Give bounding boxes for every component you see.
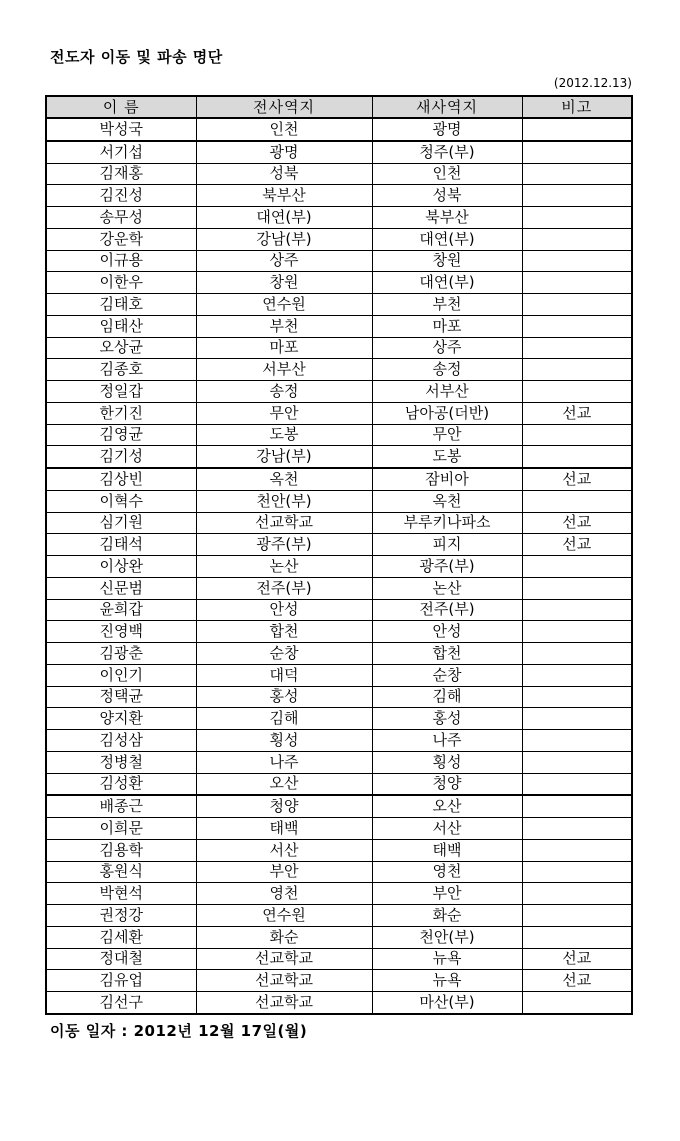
cell-name: 권정강 [46, 905, 196, 927]
table-row [46, 250, 632, 272]
cell-new-post: 서산 [372, 818, 522, 840]
cell-new-post: 피지 [372, 534, 522, 556]
cell-name: 임태산 [46, 315, 196, 337]
cell-previous-post: 대연(부) [196, 207, 372, 229]
cell-previous-post: 서산 [196, 839, 372, 861]
table-row [46, 664, 632, 686]
cell-name: 심기원 [46, 512, 196, 534]
table-row [46, 163, 632, 185]
cell-name: 이규용 [46, 250, 196, 272]
table-row [46, 272, 632, 294]
header-previous-post: 전사역지 [196, 96, 372, 118]
cell-new-post: 옥천 [372, 490, 522, 512]
cell-remarks [522, 686, 632, 708]
cell-new-post: 북부산 [372, 207, 522, 229]
cell-new-post: 청주(부) [372, 141, 522, 163]
cell-new-post: 안성 [372, 621, 522, 643]
cell-new-post: 김해 [372, 686, 522, 708]
cell-previous-post: 부천 [196, 315, 372, 337]
cell-new-post: 태백 [372, 839, 522, 861]
cell-remarks [522, 599, 632, 621]
cell-previous-post: 상주 [196, 250, 372, 272]
cell-name: 김선구 [46, 992, 196, 1014]
cell-remarks [522, 992, 632, 1014]
cell-new-post: 뉴욕 [372, 970, 522, 992]
cell-previous-post: 전주(부) [196, 577, 372, 599]
cell-name: 김성삼 [46, 730, 196, 752]
cell-remarks [522, 490, 632, 512]
table-row [46, 751, 632, 773]
table-row [46, 905, 632, 927]
cell-previous-post: 대덕 [196, 664, 372, 686]
cell-new-post: 서부산 [372, 381, 522, 403]
cell-remarks [522, 424, 632, 446]
cell-new-post: 마산(부) [372, 992, 522, 1014]
cell-new-post: 성북 [372, 185, 522, 207]
cell-name: 정일갑 [46, 381, 196, 403]
cell-new-post: 광명 [372, 118, 522, 141]
cell-name: 김종호 [46, 359, 196, 381]
cell-new-post: 마포 [372, 315, 522, 337]
cell-new-post: 대연(부) [372, 272, 522, 294]
table-row [46, 337, 632, 359]
cell-previous-post: 연수원 [196, 905, 372, 927]
cell-new-post: 합천 [372, 643, 522, 665]
table-row [46, 795, 632, 817]
cell-previous-post: 선교학교 [196, 992, 372, 1014]
cell-remarks [522, 664, 632, 686]
cell-new-post: 순창 [372, 664, 522, 686]
cell-name: 김유업 [46, 970, 196, 992]
cell-name: 정병철 [46, 751, 196, 773]
cell-remarks: 선교 [522, 970, 632, 992]
cell-new-post: 무안 [372, 424, 522, 446]
cell-name: 이한우 [46, 272, 196, 294]
cell-new-post: 홍성 [372, 708, 522, 730]
cell-previous-post: 선교학교 [196, 948, 372, 970]
cell-name: 한기진 [46, 402, 196, 424]
cell-new-post: 남아공(더반) [372, 402, 522, 424]
table-row [46, 490, 632, 512]
cell-remarks [522, 861, 632, 883]
cell-remarks [522, 643, 632, 665]
cell-previous-post: 송정 [196, 381, 372, 403]
cell-previous-post: 광명 [196, 141, 372, 163]
cell-remarks [522, 839, 632, 861]
cell-previous-post: 태백 [196, 818, 372, 840]
header-name: 이 름 [46, 96, 196, 118]
cell-new-post: 도봉 [372, 446, 522, 468]
cell-remarks [522, 818, 632, 840]
cell-name: 오상균 [46, 337, 196, 359]
cell-remarks: 선교 [522, 534, 632, 556]
cell-new-post: 전주(부) [372, 599, 522, 621]
table-row [46, 948, 632, 970]
table-row [46, 446, 632, 468]
transfer-date-footer: 이동 일자 : 2012년 12월 17일(월) [50, 1022, 308, 1040]
cell-name: 정대철 [46, 948, 196, 970]
cell-previous-post: 연수원 [196, 294, 372, 316]
cell-name: 신문범 [46, 577, 196, 599]
cell-previous-post: 영천 [196, 883, 372, 905]
cell-remarks: 선교 [522, 512, 632, 534]
cell-remarks [522, 795, 632, 817]
cell-new-post: 영천 [372, 861, 522, 883]
cell-previous-post: 부안 [196, 861, 372, 883]
table-row [46, 381, 632, 403]
cell-name: 이상완 [46, 556, 196, 578]
cell-new-post: 청양 [372, 773, 522, 795]
cell-previous-post: 마포 [196, 337, 372, 359]
table-row [46, 556, 632, 578]
cell-previous-post: 서부산 [196, 359, 372, 381]
roster-table [45, 95, 633, 1015]
cell-name: 박현석 [46, 883, 196, 905]
cell-name: 김태호 [46, 294, 196, 316]
cell-remarks: 선교 [522, 948, 632, 970]
table-row [46, 708, 632, 730]
cell-new-post: 인천 [372, 163, 522, 185]
cell-name: 김영균 [46, 424, 196, 446]
table-row [46, 402, 632, 424]
table-row [46, 315, 632, 337]
table-row [46, 839, 632, 861]
cell-remarks [522, 185, 632, 207]
cell-remarks [522, 141, 632, 163]
cell-remarks [522, 272, 632, 294]
cell-new-post: 잠비아 [372, 468, 522, 490]
cell-previous-post: 안성 [196, 599, 372, 621]
cell-remarks [522, 250, 632, 272]
cell-previous-post: 천안(부) [196, 490, 372, 512]
cell-new-post: 부천 [372, 294, 522, 316]
cell-new-post: 나주 [372, 730, 522, 752]
cell-new-post: 송정 [372, 359, 522, 381]
table-row [46, 512, 632, 534]
cell-name: 이인기 [46, 664, 196, 686]
cell-previous-post: 청양 [196, 795, 372, 817]
cell-name: 정택균 [46, 686, 196, 708]
cell-previous-post: 김해 [196, 708, 372, 730]
table-row [46, 359, 632, 381]
cell-remarks [522, 905, 632, 927]
table-row [46, 926, 632, 948]
cell-previous-post: 광주(부) [196, 534, 372, 556]
table-row [46, 118, 632, 141]
cell-previous-post: 옥천 [196, 468, 372, 490]
cell-name: 박성국 [46, 118, 196, 141]
cell-name: 김재홍 [46, 163, 196, 185]
cell-remarks [522, 359, 632, 381]
cell-new-post: 오산 [372, 795, 522, 817]
cell-name: 김상빈 [46, 468, 196, 490]
cell-remarks [522, 577, 632, 599]
table-row [46, 992, 632, 1014]
cell-new-post: 광주(부) [372, 556, 522, 578]
cell-name: 배종근 [46, 795, 196, 817]
cell-remarks [522, 381, 632, 403]
cell-new-post: 천안(부) [372, 926, 522, 948]
cell-previous-post: 인천 [196, 118, 372, 141]
cell-previous-post: 도봉 [196, 424, 372, 446]
cell-previous-post: 선교학교 [196, 512, 372, 534]
cell-remarks [522, 118, 632, 141]
cell-previous-post: 선교학교 [196, 970, 372, 992]
cell-name: 김진성 [46, 185, 196, 207]
cell-remarks [522, 730, 632, 752]
cell-name: 진영백 [46, 621, 196, 643]
cell-previous-post: 성북 [196, 163, 372, 185]
table-row [46, 424, 632, 446]
cell-name: 김태석 [46, 534, 196, 556]
cell-remarks [522, 337, 632, 359]
cell-new-post: 논산 [372, 577, 522, 599]
cell-name: 강운학 [46, 228, 196, 250]
cell-new-post: 부루키나파소 [372, 512, 522, 534]
cell-name: 윤희갑 [46, 599, 196, 621]
cell-name: 김기성 [46, 446, 196, 468]
cell-name: 김세환 [46, 926, 196, 948]
cell-previous-post: 화순 [196, 926, 372, 948]
header-new-post: 새사역지 [372, 96, 522, 118]
cell-name: 이혁수 [46, 490, 196, 512]
cell-name: 양지환 [46, 708, 196, 730]
cell-remarks: 선교 [522, 402, 632, 424]
cell-name: 서기섭 [46, 141, 196, 163]
table-row [46, 621, 632, 643]
table-row [46, 883, 632, 905]
cell-new-post: 뉴욕 [372, 948, 522, 970]
cell-previous-post: 무안 [196, 402, 372, 424]
cell-previous-post: 강남(부) [196, 228, 372, 250]
cell-remarks [522, 556, 632, 578]
cell-remarks [522, 446, 632, 468]
table-row [46, 643, 632, 665]
cell-new-post: 횡성 [372, 751, 522, 773]
cell-previous-post: 강남(부) [196, 446, 372, 468]
cell-remarks [522, 621, 632, 643]
cell-name: 송무성 [46, 207, 196, 229]
cell-name: 이희문 [46, 818, 196, 840]
cell-previous-post: 홍성 [196, 686, 372, 708]
table-row [46, 534, 632, 556]
table-row [46, 468, 632, 490]
cell-name: 김용학 [46, 839, 196, 861]
table-row [46, 294, 632, 316]
table-header-row [46, 96, 632, 118]
cell-remarks [522, 773, 632, 795]
cell-previous-post: 순창 [196, 643, 372, 665]
cell-new-post: 화순 [372, 905, 522, 927]
cell-previous-post: 창원 [196, 272, 372, 294]
cell-previous-post: 합천 [196, 621, 372, 643]
cell-remarks [522, 883, 632, 905]
cell-new-post: 상주 [372, 337, 522, 359]
cell-name: 홍원식 [46, 861, 196, 883]
cell-previous-post: 나주 [196, 751, 372, 773]
table-row [46, 185, 632, 207]
table-body [46, 118, 632, 1014]
table-row [46, 818, 632, 840]
cell-previous-post: 오산 [196, 773, 372, 795]
cell-new-post: 부안 [372, 883, 522, 905]
table-row [46, 599, 632, 621]
cell-remarks [522, 163, 632, 185]
cell-previous-post: 횡성 [196, 730, 372, 752]
table-row [46, 577, 632, 599]
table-row [46, 773, 632, 795]
header-remarks: 비고 [522, 96, 632, 118]
cell-remarks [522, 228, 632, 250]
cell-remarks [522, 315, 632, 337]
table-row [46, 861, 632, 883]
table-row [46, 686, 632, 708]
table-row [46, 228, 632, 250]
page-title: 전도자 이동 및 파송 명단 [50, 48, 223, 66]
cell-new-post: 창원 [372, 250, 522, 272]
cell-remarks: 선교 [522, 468, 632, 490]
cell-remarks [522, 207, 632, 229]
table-row [46, 730, 632, 752]
document-date: (2012.12.13) [553, 76, 632, 90]
cell-name: 김성환 [46, 773, 196, 795]
table-row [46, 141, 632, 163]
cell-name: 김광춘 [46, 643, 196, 665]
cell-remarks [522, 708, 632, 730]
cell-remarks [522, 294, 632, 316]
table-row [46, 970, 632, 992]
cell-remarks [522, 751, 632, 773]
cell-previous-post: 북부산 [196, 185, 372, 207]
cell-remarks [522, 926, 632, 948]
table-row [46, 207, 632, 229]
cell-previous-post: 논산 [196, 556, 372, 578]
cell-new-post: 대연(부) [372, 228, 522, 250]
